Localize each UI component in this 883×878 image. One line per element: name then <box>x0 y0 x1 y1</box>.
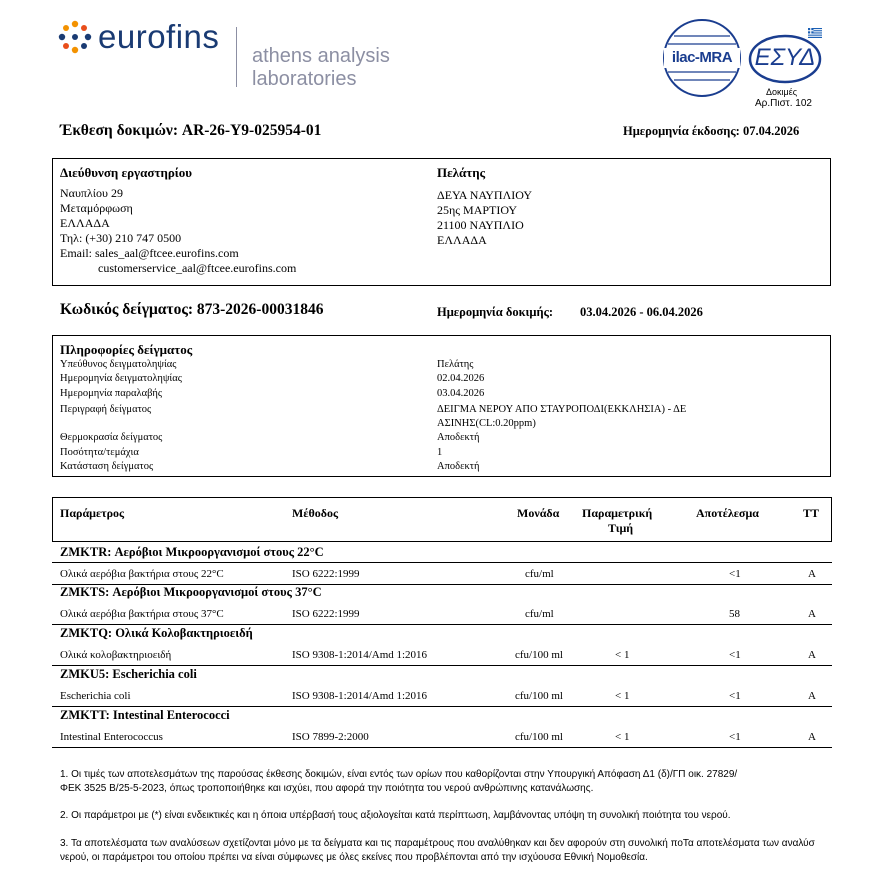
client-address-block <box>437 188 532 248</box>
cell-unit: cfu/ml <box>525 608 554 620</box>
row-divider <box>52 706 832 707</box>
cell-parameter: Escherichia coli <box>60 690 131 702</box>
col-header-unit: Μονάδα <box>517 506 560 520</box>
sample-info-value: 03.04.2026 <box>437 388 485 399</box>
col-header-result: Αποτέλεσμα <box>696 506 759 520</box>
sample-info-value: ΔΕΙΓΜΑ ΝΕΡΟΥ ΑΠΟ ΣΤΑΥΡΟΠΟΔΙ(ΕΚΚΛΗΣΙΑ) - ΔΕ <box>437 404 687 415</box>
client-line: ΕΛΛΑΔΑ <box>437 233 487 247</box>
eurofins-dots-icon <box>58 20 92 54</box>
cell-limit: < 1 <box>615 731 630 743</box>
cell-method: ISO 6222:1999 <box>292 608 360 620</box>
sample-info-label: Ημερομηνία παραλαβής <box>60 388 163 399</box>
client-line: ΔΕΥΑ ΝΑΥΠΛΙΟΥ <box>437 188 533 202</box>
sample-info-label: Θερμοκρασία δείγματος <box>60 432 163 443</box>
esyd-text: ΕΣΥΔ <box>754 44 816 71</box>
table-row <box>0 563 883 585</box>
brand-name: eurofins <box>98 18 220 55</box>
table-row <box>0 726 883 748</box>
note-2: 2. Οι παράμετροι με (*) είναι ενδεικτικές και η όποια υπέρβασή τους αξιολογείται κατά περίπτωση, λαμβάνοντας υπόψη τη συνολική ποιότητα του νερού. <box>60 810 731 821</box>
table-row <box>0 644 883 666</box>
cell-result: <1 <box>729 731 741 743</box>
sample-info-value: Αποδεκτή <box>437 461 480 472</box>
cell-method: ISO 9308-1:2014/Amd 1:2016 <box>292 690 428 702</box>
client-heading: Πελάτης <box>437 165 486 180</box>
sample-info-value: Αποδεκτή <box>437 432 480 443</box>
sample-info-value: Πελάτης <box>437 359 474 370</box>
note-1-line2: ΦΕΚ 3525 Β/25-5-2023, όπως τροποποιήθηκε και ισχύει, που αφορά την ποιότητα του νερού ανθρώπινης κατανάλωσης. <box>60 783 594 794</box>
col-header-limit-line2: Τιμή <box>608 521 634 535</box>
cell-parameter: Intestinal Enterococcus <box>60 731 163 743</box>
lab-address-line: Μεταμόρφωση <box>60 201 133 215</box>
sample-info-label: Ημερομηνία δειγματοληψίας <box>60 373 182 384</box>
sample-code: Κωδικός δείγματος: 873-2026-00031846 <box>60 301 324 318</box>
cell-tt: A <box>808 731 816 743</box>
test-date-label: Ημερομηνία δοκιμής: <box>437 305 554 319</box>
lab-address-line: ΕΛΛΑΔΑ <box>60 216 110 230</box>
cell-result: <1 <box>729 649 741 661</box>
sample-info-label: Περιγραφή δείγματος <box>60 404 152 415</box>
section-title: ZMKU5: Escherichia coli <box>60 667 197 681</box>
cell-method: ISO 7899-2:2000 <box>292 731 369 743</box>
cell-tt: A <box>808 690 816 702</box>
lab-email[interactable]: Email: sales_aal@ftcee.eurofins.com <box>60 246 239 260</box>
note-1-line1: 1. Οι τιμές των αποτελεσμάτων της παρούσας έκθεσης δοκιμών, είναι εντός των ορίων που καθορίζονται στην Υπουργική Απόφαση Δ1 (δ)/ΓΠ οικ. 27829/ <box>60 769 738 780</box>
eurofins-logo <box>58 18 228 58</box>
col-header-method: Μέθοδος <box>292 506 339 520</box>
sample-info-value: 1 <box>437 447 443 458</box>
cell-limit: < 1 <box>615 690 630 702</box>
note-3-line2: νερού, οι παράμετροι του οποίου πρέπει να είναι σύμφωνες με όλες εκείνες που προβλέπονται από την ισχύουσα Εθνική Νομοθεσία. <box>60 852 648 863</box>
table-row <box>0 603 883 625</box>
cell-limit: < 1 <box>615 649 630 661</box>
report-title: Έκθεση δοκιμών: AR-26-Y9-025954-01 <box>60 122 322 139</box>
row-divider <box>52 665 832 666</box>
cell-parameter: Ολικά αερόβια βακτήρια στους 37°C <box>60 608 224 620</box>
client-line: 25ης ΜΑΡΤΙΟΥ <box>437 203 518 217</box>
lab-name-line1: athens analysis <box>252 45 390 67</box>
lab-address-line: Ναυπλίου 29 <box>60 186 123 200</box>
cell-result: <1 <box>729 568 741 580</box>
lab-name-line2: laboratories <box>252 68 357 90</box>
section-title: ZMKTQ: Ολικά Κολοβακτηριοειδή <box>60 626 253 640</box>
esyd-logo <box>748 32 822 84</box>
header-divider <box>236 27 237 87</box>
lab-phone: Τηλ: (+30) 210 747 0500 <box>60 231 182 245</box>
cell-unit: cfu/100 ml <box>515 690 563 702</box>
lab-email-2[interactable]: customerservice_aal@ftcee.eurofins.com <box>98 261 297 275</box>
cell-parameter: Ολικά αερόβια βακτήρια στους 22°C <box>60 568 224 580</box>
note-3-line1: 3. Τα αποτελέσματα των αναλύσεων σχετίζονται μόνο με τα δείγματα και τις παραμέτρους που αναλύθηκαν και δεν αφορούν στη συνολική ποΤα αποτελέσματα των αναλύσ <box>60 838 815 849</box>
test-date-value: 03.04.2026 - 06.04.2026 <box>580 305 703 319</box>
cell-unit: cfu/100 ml <box>515 649 563 661</box>
lab-address-heading: Διεύθυνση εργαστηρίου <box>60 165 193 180</box>
accreditation-number: Αρ.Πιστ. 102 <box>755 98 812 109</box>
sample-info-label: Ποσότητα/τεμάχια <box>60 447 139 458</box>
section-title: ZMKTT: Intestinal Enterococci <box>60 708 230 722</box>
section-title: ZMKTR: Αερόβιοι Μικροοργανισμοί στους 22°C <box>60 545 324 559</box>
cell-result: 58 <box>729 608 740 620</box>
cell-result: <1 <box>729 690 741 702</box>
col-header-limit-line1: Παραμετρική <box>582 506 653 520</box>
table-bottom-border <box>52 747 832 748</box>
sample-info-label: Υπεύθυνος δειγματοληψίας <box>60 359 177 370</box>
cell-unit: cfu/100 ml <box>515 731 563 743</box>
row-divider <box>52 624 832 625</box>
cell-unit: cfu/ml <box>525 568 554 580</box>
greek-flag-icon <box>808 28 822 38</box>
cell-parameter: Ολικά κολοβακτηριοειδή <box>60 649 172 661</box>
sample-info-value: ΑΣΙΝΗΣ(CL:0.20ppm) <box>437 418 536 429</box>
col-header-tt: ΤΤ <box>803 506 820 520</box>
accreditation-label: Δοκιμές <box>766 87 798 97</box>
client-line: 21100 ΝΑΥΠΛΙΟ <box>437 218 524 232</box>
col-header-parameter: Παράμετρος <box>60 506 125 520</box>
section-title: ZMKTS: Αερόβιοι Μικροοργανισμοί στους 37°C <box>60 585 322 599</box>
sample-info-value: 02.04.2026 <box>437 373 485 384</box>
sample-info-label: Κατάσταση δείγματος <box>60 461 154 472</box>
table-row <box>0 685 883 707</box>
ilac-mra-logo <box>662 18 742 98</box>
cell-method: ISO 9308-1:2014/Amd 1:2016 <box>292 649 428 661</box>
sample-info-heading: Πληροφορίες δείγματος <box>60 342 193 357</box>
lab-address-block <box>60 186 296 276</box>
cell-tt: A <box>808 568 816 580</box>
cell-tt: A <box>808 608 816 620</box>
cell-method: ISO 6222:1999 <box>292 568 360 580</box>
issue-date: Ημερομηνία έκδοσης: 07.04.2026 <box>623 124 800 138</box>
ilac-text: ilac-MRA <box>671 49 733 66</box>
cell-tt: A <box>808 649 816 661</box>
